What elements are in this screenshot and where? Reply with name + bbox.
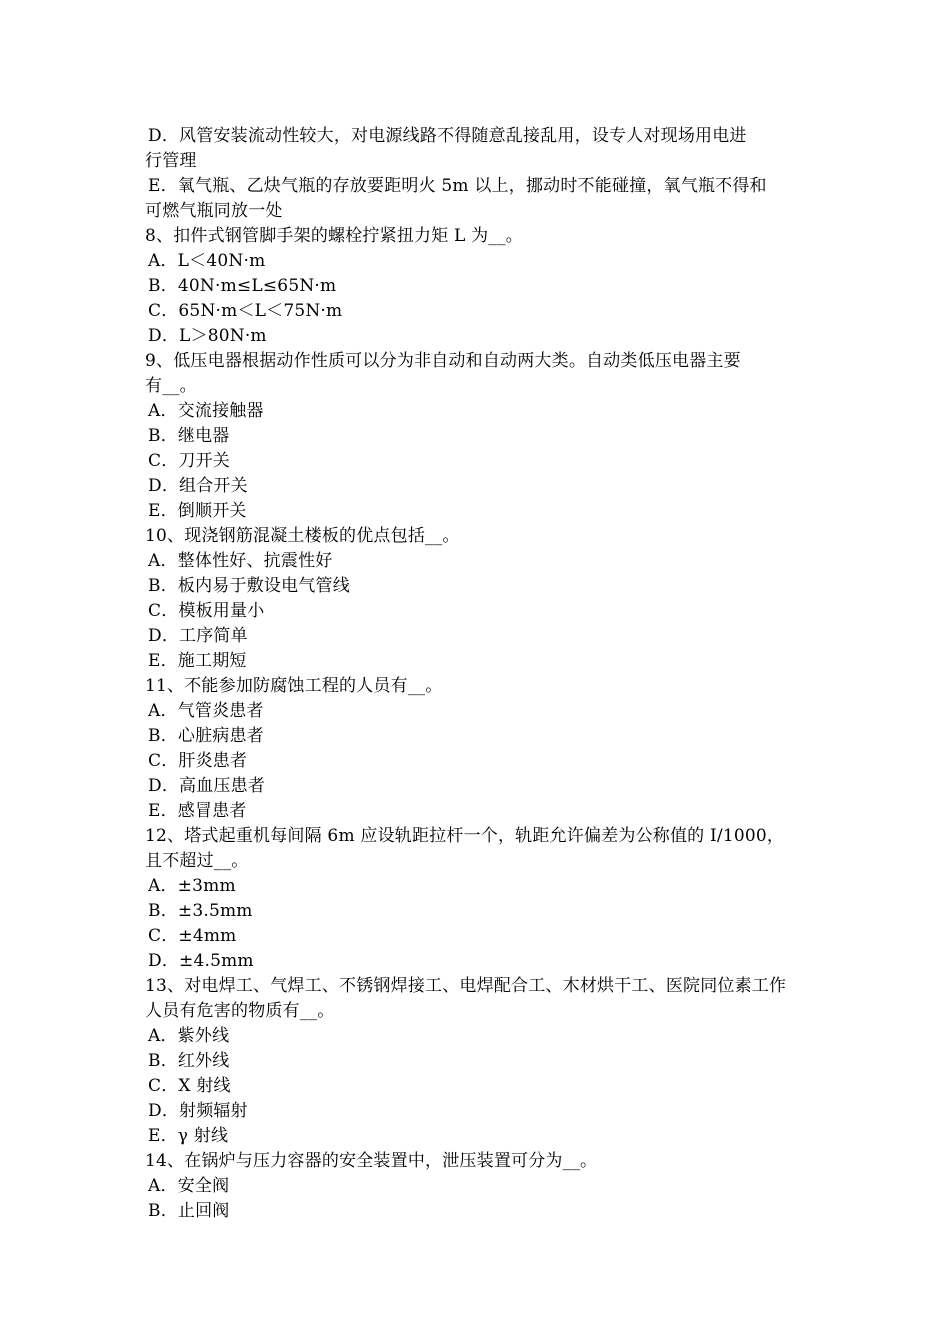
text-continuation: 行管理 xyxy=(145,151,197,171)
question-stem: 12、塔式起重机每间隔 6m 应设轨距拉杆一个，轨距允许偏差为公称值的 I/1000， xyxy=(145,826,785,846)
question-stem: 8、扣件式钢管脚手架的螺栓拧紧扭力矩 L 为__。 xyxy=(145,226,523,246)
answer-option: C．刀开关 xyxy=(148,451,231,471)
question-stem: 10、现浇钢筋混凝土楼板的优点包括__。 xyxy=(145,526,460,546)
answer-option: B．心脏病患者 xyxy=(148,726,264,746)
answer-option: B．±3.5mm xyxy=(148,901,253,921)
text-continuation: 人员有危害的物质有__。 xyxy=(145,1001,335,1021)
answer-option: C．65N·m＜L＜75N·m xyxy=(148,301,343,321)
answer-option: A．气管炎患者 xyxy=(148,701,264,721)
answer-option: A．安全阀 xyxy=(148,1176,230,1196)
answer-option: B．板内易于敷设电气管线 xyxy=(148,576,350,596)
answer-option: B．40N·m≤L≤65N·m xyxy=(148,276,337,296)
answer-option: A．紫外线 xyxy=(148,1026,230,1046)
answer-option: E．氧气瓶、乙炔气瓶的存放要距明火 5m 以上，挪动时不能碰撞，氧气瓶不得和 xyxy=(148,176,767,196)
answer-option: D．±4.5mm xyxy=(148,951,254,971)
answer-option: E．感冒患者 xyxy=(148,801,247,821)
answer-option: A．±3mm xyxy=(148,876,236,896)
answer-option: B．红外线 xyxy=(148,1051,230,1071)
answer-option: E．施工期短 xyxy=(148,651,247,671)
answer-option: A．L＜40N·m xyxy=(148,251,266,271)
answer-option: C．±4mm xyxy=(148,926,237,946)
question-stem: 13、对电焊工、气焊工、不锈钢焊接工、电焊配合工、木材烘干工、医院同位素工作 xyxy=(145,976,787,996)
document-body xyxy=(145,124,810,1224)
text-continuation: 可燃气瓶同放一处 xyxy=(145,201,283,221)
answer-option: D．工序简单 xyxy=(148,626,248,646)
question-stem: 14、在锅炉与压力容器的安全装置中，泄压装置可分为__。 xyxy=(145,1151,598,1171)
answer-option: D．风管安装流动性较大，对电源线路不得随意乱接乱用，设专人对现场用电进 xyxy=(148,126,747,146)
answer-option: D．射频辐射 xyxy=(148,1101,248,1121)
answer-option: E．倒顺开关 xyxy=(148,501,247,521)
text-continuation: 且不超过__。 xyxy=(145,851,249,871)
question-stem: 9、低压电器根据动作性质可以分为非自动和自动两大类。自动类低压电器主要 xyxy=(145,351,741,371)
answer-option: B．继电器 xyxy=(148,426,230,446)
question-stem: 11、不能参加防腐蚀工程的人员有__。 xyxy=(145,676,443,696)
answer-option: A．交流接触器 xyxy=(148,401,264,421)
answer-option: D．L＞80N·m xyxy=(148,326,267,346)
answer-option: B．止回阀 xyxy=(148,1201,230,1221)
answer-option: D．组合开关 xyxy=(148,476,248,496)
answer-option: C．肝炎患者 xyxy=(148,751,248,771)
answer-option: C．模板用量小 xyxy=(148,601,265,621)
answer-option: A．整体性好、抗震性好 xyxy=(148,551,333,571)
answer-option: C．X 射线 xyxy=(148,1076,231,1096)
text-continuation: 有__。 xyxy=(145,376,197,396)
answer-option: D．高血压患者 xyxy=(148,776,266,796)
answer-option: E．γ 射线 xyxy=(148,1126,229,1146)
